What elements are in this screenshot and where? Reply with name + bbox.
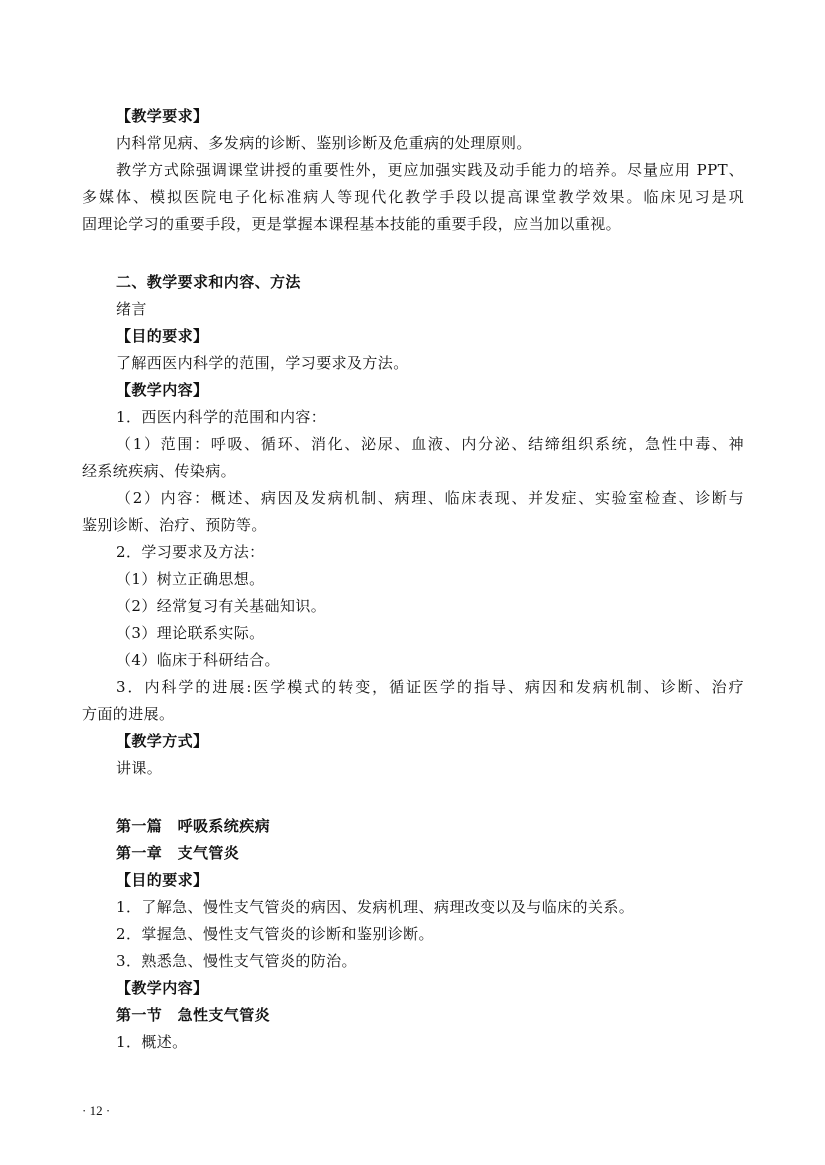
paragraph-line: 教学方式除强调课堂讲授的重要性外，更应加强实践及动手能力的培养。尽量应用 PPT、 xyxy=(116,161,744,179)
list-item: 3．熟悉急、慢性支气管炎的防治。 xyxy=(116,952,357,970)
list-item: （2）内容：概述、病因及发病机制、病理、临床表现、并发症、实验室检查、诊断与 xyxy=(116,489,744,507)
list-item-continuation: 鉴别诊断、治疗、预防等。 xyxy=(82,516,267,534)
list-item: （1）树立正确思想。 xyxy=(116,570,265,588)
section-heading: 二、教学要求和内容、方法 xyxy=(116,273,301,291)
list-item: （3）理论联系实际。 xyxy=(116,624,265,642)
paragraph-line: 了解西医内科学的范围，学习要求及方法。 xyxy=(116,354,409,372)
paragraph-line: 讲课。 xyxy=(116,759,163,777)
paragraph-line: 多媒体、模拟医院电子化标准病人等现代化教学手段以提高课堂教学效果。临床见习是巩 xyxy=(82,188,744,206)
heading-content: 【教学内容】 xyxy=(116,979,209,997)
list-item: （4）临床于科研结合。 xyxy=(116,651,280,669)
list-item: 1．概述。 xyxy=(116,1033,188,1051)
list-item: （2）经常复习有关基础知识。 xyxy=(116,597,327,615)
heading-content: 【教学内容】 xyxy=(116,381,209,399)
list-item-continuation: 经系统疾病、传染病。 xyxy=(82,462,237,480)
heading-objectives: 【目的要求】 xyxy=(116,871,209,889)
heading-teaching-method: 【教学方式】 xyxy=(116,732,209,750)
list-item: 2．掌握急、慢性支气管炎的诊断和鉴别诊断。 xyxy=(116,925,434,943)
list-item: （1）范围：呼吸、循环、消化、泌尿、血液、内分泌、结缔组织系统，急性中毒、神 xyxy=(116,435,744,453)
section-title: 第一节 急性支气管炎 xyxy=(116,1006,271,1024)
list-item-continuation: 方面的进展。 xyxy=(82,705,175,723)
list-item: 2．学习要求及方法： xyxy=(116,543,265,561)
list-item: 3．内科学的进展:医学模式的转变，循证医学的指导、病因和发病机制、诊断、治疗 xyxy=(116,678,744,696)
paragraph-line: 内科常见病、多发病的诊断、鉴别诊断及危重病的处理原则。 xyxy=(116,134,532,152)
chapter-title: 第一章 支气管炎 xyxy=(116,844,240,862)
paragraph-line: 固理论学习的重要手段，更是掌握本课程基本技能的重要手段，应当加以重视。 xyxy=(82,215,622,233)
list-item: 1．西医内科学的范围和内容： xyxy=(116,408,327,426)
subsection-title: 绪言 xyxy=(116,300,147,318)
part-title: 第一篇 呼吸系统疾病 xyxy=(116,817,271,835)
list-item: 1．了解急、慢性支气管炎的病因、发病机理、病理改变以及与临床的关系。 xyxy=(116,898,635,916)
page-number: · 12 · xyxy=(82,1103,111,1118)
heading-objectives: 【目的要求】 xyxy=(116,327,209,345)
heading-teaching-requirements: 【教学要求】 xyxy=(116,107,209,125)
